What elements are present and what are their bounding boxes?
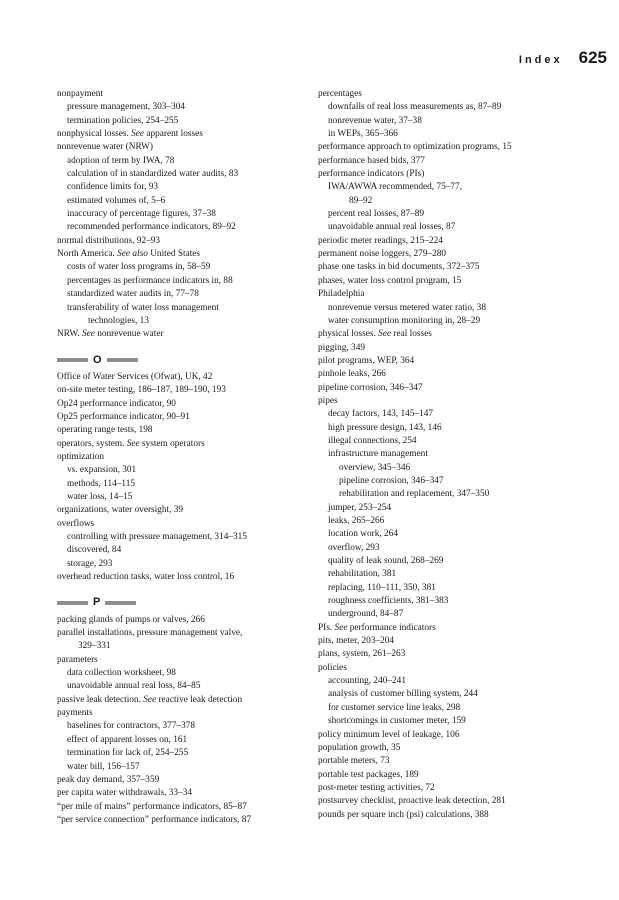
- index-entry: portable meters, 73: [318, 756, 390, 767]
- index-subentry: inaccuracy of percentage figures, 37–38: [67, 209, 216, 220]
- index-entry: peak day demand, 357–359: [57, 774, 160, 785]
- index-entry: policy minimum level of leakage, 106: [318, 729, 460, 740]
- index-entry: passive leak detection. See reactive leak detection: [57, 694, 243, 705]
- index-subentry: unavoidable annual real losses, 87: [328, 222, 456, 233]
- section-divider-p: [57, 596, 307, 609]
- index-entry: operators, system. See system operators: [57, 438, 205, 449]
- index-entry: pipes: [318, 395, 338, 406]
- index-subentry: costs of water loss programs in, 58–59: [67, 262, 211, 273]
- index-subentry: water bill, 156–157: [67, 761, 140, 772]
- index-subentry: overview, 345–346: [339, 462, 411, 473]
- index-subentry: illegal connections, 254: [328, 435, 417, 446]
- index-entry: on-site meter testing, 186–187, 189–190, 193: [57, 385, 226, 396]
- index-subentry: accounting, 240–241: [328, 676, 406, 687]
- index-subentry: leaks, 265–266: [328, 516, 385, 526]
- index-subentry: quality of leak sound, 268–269: [328, 556, 444, 567]
- index-subentry: effect of apparent losses on, 161: [67, 734, 188, 745]
- running-header: [519, 48, 607, 68]
- index-subentry: rehabilitation, 381: [328, 569, 397, 580]
- index-subentry: nonrevenue water, 37–38: [328, 115, 422, 126]
- index-entry: postsurvey checklist, proactive leak detection, 281: [318, 796, 506, 807]
- index-entry: nonphysical losses. See apparent losses: [57, 129, 203, 140]
- index-subentry: jumper, 253–254: [328, 502, 392, 513]
- index-subentry: termination policies, 254–255: [67, 115, 179, 126]
- index-subentry: IWA/AWWA recommended, 75–77,: [328, 182, 463, 193]
- index-subentry: adoption of term by IWA, 78: [67, 155, 175, 166]
- index-entry: PIs. See performance indicators: [318, 622, 436, 633]
- index-subentry: underground, 84–87: [328, 609, 404, 620]
- index-entry: parameters: [57, 654, 98, 665]
- index-subentry: for customer service line leaks, 298: [328, 702, 461, 713]
- divider-bar-left: [57, 358, 88, 362]
- index-entry: physical losses. See real losses: [318, 329, 432, 340]
- index-subentry: percentages as performance indicators in, 88: [67, 275, 233, 286]
- index-entry: Office of Water Services (Ofwat), UK, 42: [57, 371, 213, 382]
- index-entry: pinhole leaks, 266: [318, 369, 386, 380]
- index-entry: post-meter testing activities, 72: [318, 782, 435, 793]
- index-subentry: transferability of water loss management: [67, 302, 219, 313]
- section-letter-o: O: [93, 353, 102, 366]
- index-entry: parallel installations, pressure management valve,: [57, 628, 243, 639]
- index-entry: periodic meter readings, 215–224: [318, 235, 443, 246]
- header-label: Index: [518, 54, 563, 66]
- index-entry: percentages: [318, 89, 362, 99]
- index-subentry: standardized water audits in, 77–78: [67, 289, 199, 300]
- index-subentry: termination for lack of, 254–255: [67, 748, 189, 759]
- index-subentry: infrastructure management: [328, 449, 428, 460]
- index-subentry: baselines for contractors, 377–378: [67, 721, 196, 732]
- index-entry: policies: [318, 662, 347, 673]
- index-entry: phases, water loss control program, 15: [318, 275, 462, 286]
- index-entry: pipeline corrosion, 346–347: [318, 382, 423, 393]
- index-entry: “per service connection” performance indicators, 87: [57, 814, 252, 825]
- index-entry: overflows: [57, 518, 95, 529]
- index-entry: organizations, water oversight, 39: [57, 505, 184, 516]
- index-subentry: analysis of customer billing system, 244: [328, 689, 478, 700]
- index-entry: “per mile of mains” performance indicators, 85–87: [57, 801, 247, 812]
- index-subentry: calculation of in standardized water audits, 83: [67, 169, 239, 180]
- index-entry: population growth, 35: [318, 742, 401, 753]
- index-entry: payments: [57, 708, 93, 719]
- index-entry: packing glands of pumps or valves, 266: [57, 614, 205, 625]
- index-subentry: rehabilitation and replacement, 347–350: [339, 489, 490, 500]
- index-subentry: discovered, 84: [67, 545, 122, 556]
- index-subentry: 89–92: [349, 195, 373, 206]
- index-entry: pigging, 349: [318, 342, 366, 353]
- index-entry: performance based bids, 377: [318, 155, 425, 166]
- index-entry: North America. See also United States: [57, 249, 201, 260]
- index-subentry: water consumption monitoring in, 28–29: [328, 315, 481, 326]
- index-entry: Op25 performance indicator, 90–91: [57, 411, 190, 422]
- index-entry: per capita water withdrawals, 33–34: [57, 788, 193, 799]
- index-subentry: water loss, 14–15: [67, 491, 133, 502]
- index-entry: plans, system, 261–263: [318, 649, 406, 660]
- index-subentry: percent real losses, 87–89: [328, 209, 425, 220]
- index-subentry: data collection worksheet, 98: [67, 668, 176, 679]
- index-subentry: recommended performance indicators, 89–92: [67, 222, 236, 233]
- index-subentry: high pressure design, 143, 146: [328, 422, 442, 433]
- left-column: [57, 88, 307, 827]
- entries-p: [57, 614, 307, 828]
- index-entry: pits, meter, 203–204: [318, 636, 395, 647]
- index-entry: operating range tests, 198: [57, 425, 153, 436]
- entries-o: [57, 371, 307, 585]
- index-subentry: downfalls of real loss measurements as, 87–89: [328, 102, 502, 113]
- index-entry: phase one tasks in bid documents, 372–375: [318, 262, 480, 273]
- index-entry: optimization: [57, 451, 104, 462]
- index-entry: permanent noise loggers, 279–280: [318, 249, 447, 260]
- divider-bar-right: [107, 358, 138, 362]
- index-subentry: nonrevenue versus metered water ratio, 38: [328, 302, 486, 313]
- index-entry: portable test packages, 189: [318, 769, 419, 780]
- index-entry: Philadelphia: [318, 289, 365, 300]
- index-entry: nonrevenue water (NRW): [57, 142, 154, 153]
- index-subentry: methods, 114–115: [67, 478, 136, 489]
- index-entry: NRW. See nonrevenue water: [57, 329, 164, 340]
- index-subentry: shortcomings in customer meter, 159: [328, 716, 466, 727]
- entries-p-continued: [318, 88, 588, 822]
- divider-bar-left: [57, 601, 88, 605]
- index-subentry: pipeline corrosion, 346–347: [339, 475, 444, 486]
- index-subentry: controlling with pressure management, 314–315: [67, 532, 247, 542]
- index-subentry: confidence limits for, 93: [67, 182, 159, 193]
- index-entry: nonpayment: [57, 89, 103, 99]
- index-subentry: unavoidable annual real loss, 84–85: [67, 681, 201, 692]
- right-column: [318, 88, 588, 822]
- index-entry: pilot programs, WEP, 364: [318, 355, 415, 366]
- page-number: 625: [578, 48, 607, 67]
- index-subentry: roughness coefficients, 381–383: [328, 596, 449, 607]
- index-entry: overhead reduction tasks, water loss control, 16: [57, 572, 235, 583]
- index-subentry: vs. expansion, 301: [67, 465, 137, 476]
- index-subentry: storage, 293: [67, 558, 113, 569]
- index-subentry: location work, 264: [328, 529, 398, 540]
- index-subentry: estimated volumes of, 5–6: [67, 195, 166, 206]
- index-subentry: replacing, 110–111, 350, 381: [328, 582, 436, 593]
- index-entry: pounds per square inch (psi) calculations, 388: [318, 809, 489, 820]
- index-subentry: decay factors, 143, 145–147: [328, 409, 434, 420]
- index-entry: Op24 performance indicator, 90: [57, 398, 176, 409]
- section-divider-o: [57, 354, 307, 367]
- index-subentry: technologies, 13: [88, 315, 149, 326]
- entries-n-continued: [57, 88, 307, 342]
- index-entry: normal distributions, 92–93: [57, 235, 161, 246]
- index-entry: performance approach to optimization programs, 15: [318, 142, 512, 153]
- section-letter-p: P: [93, 596, 101, 609]
- divider-bar-right: [105, 601, 136, 605]
- index-entry: performance indicators (PIs): [318, 169, 425, 180]
- index-subentry: 329–331: [78, 641, 111, 652]
- index-subentry: overflow, 293: [328, 542, 380, 553]
- index-subentry: pressure management, 303–304: [67, 102, 185, 113]
- index-subentry: in WEPs, 365–366: [328, 129, 398, 140]
